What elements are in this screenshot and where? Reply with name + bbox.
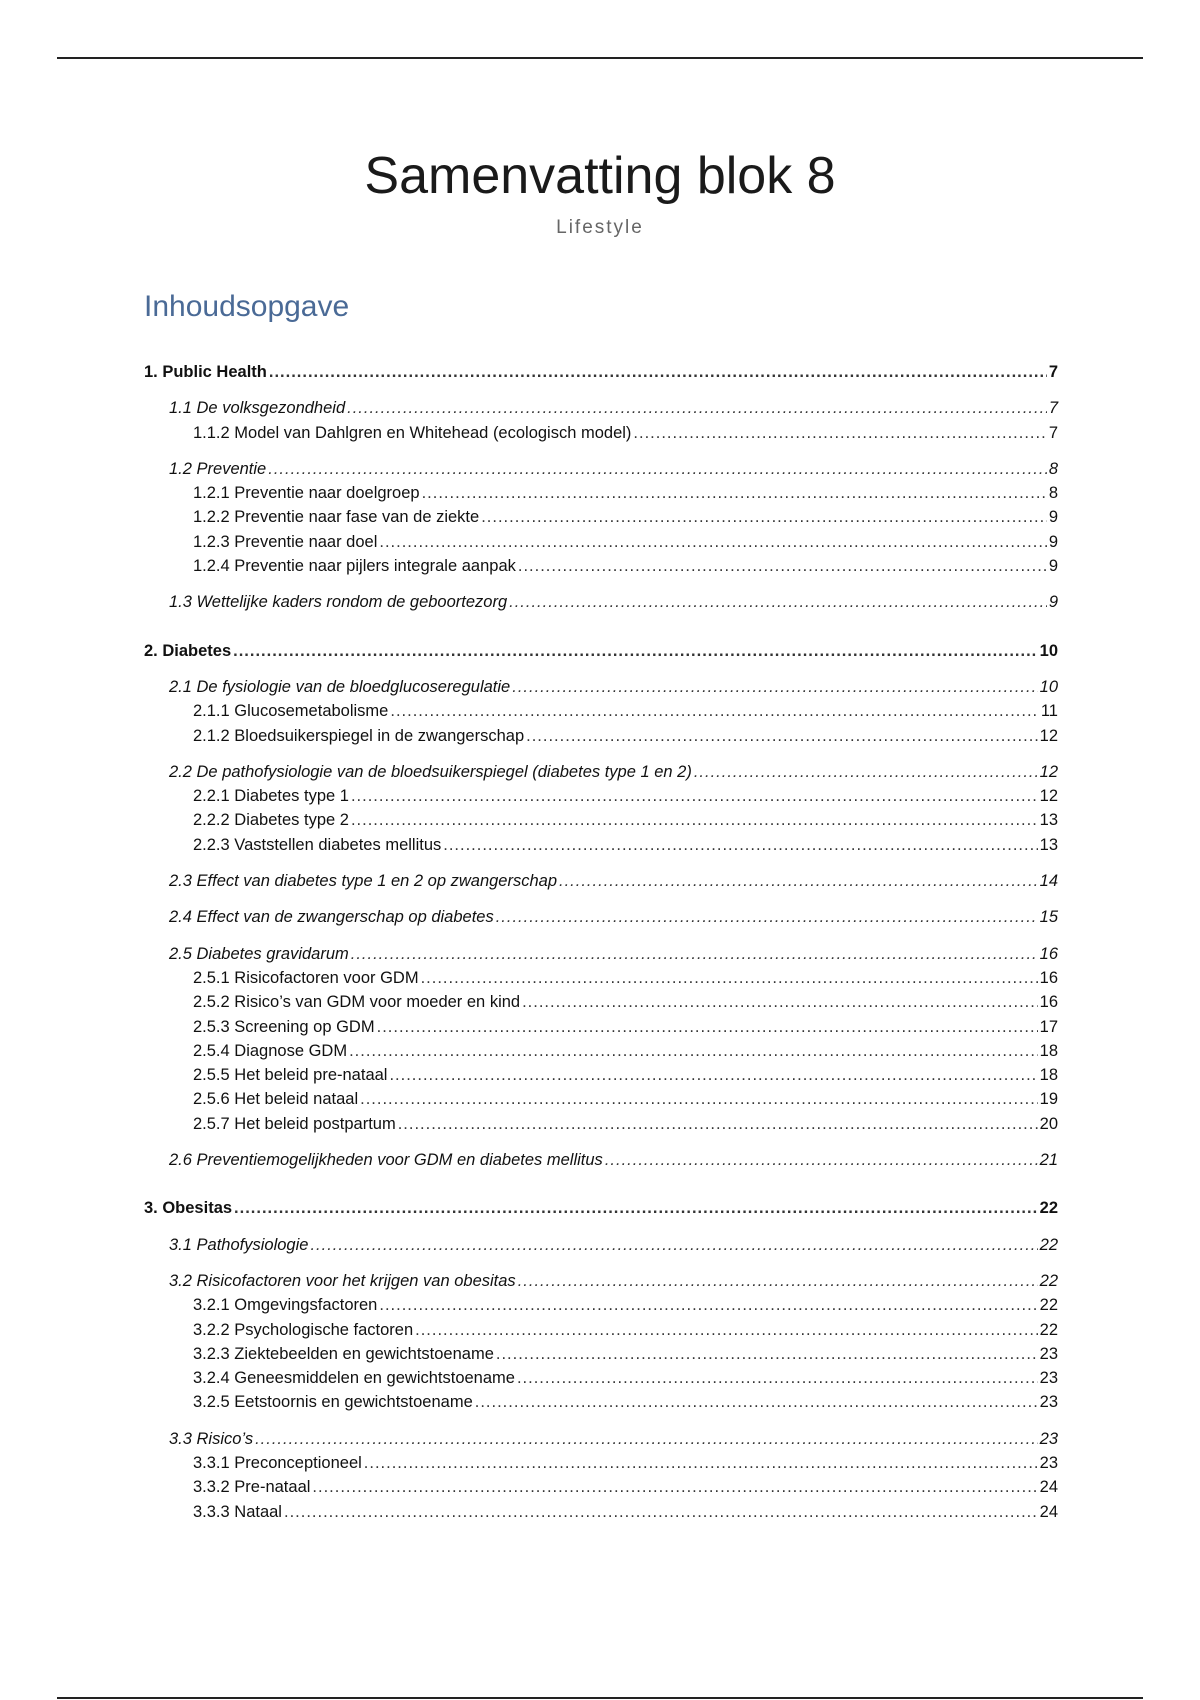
toc-entry-level-3[interactable] (144, 1015, 1058, 1039)
toc-entry-page-number: 7 (1048, 363, 1058, 381)
dot-leader (443, 833, 1037, 857)
toc-entry-label: 3.1 Pathofysiologie (169, 1235, 309, 1254)
dot-leader (518, 1269, 1038, 1293)
toc-entry-level-3[interactable] (144, 1342, 1058, 1366)
toc-entry-level-3[interactable] (144, 1500, 1058, 1524)
toc-entry-page-number: 10 (1039, 641, 1058, 660)
toc-entry-page-number: 12 (1039, 787, 1058, 806)
toc-entry-label: 1. Public Health (144, 363, 267, 381)
toc-entry-level-2[interactable] (144, 942, 1058, 966)
toc-entry-level-3[interactable] (144, 1318, 1058, 1342)
toc-entry-level-1[interactable] (144, 360, 1058, 384)
toc-entry-page-number: 16 (1039, 968, 1058, 987)
dot-leader (517, 1366, 1038, 1390)
toc-entry-level-3[interactable] (144, 699, 1058, 723)
toc-entry-page-number: 12 (1039, 726, 1058, 745)
toc-entry-label: 2.5.2 Risico’s van GDM voor moeder en kind (193, 993, 521, 1012)
toc-entry-page-number: 16 (1039, 993, 1058, 1012)
toc-entry-page-number: 21 (1039, 1151, 1058, 1170)
toc-entry-level-1[interactable] (144, 639, 1058, 663)
toc-entry-label: 1.2.2 Preventie naar fase van de ziekte (193, 508, 480, 527)
toc-entry-page-number: 22 (1039, 1320, 1058, 1339)
dot-leader (379, 1293, 1037, 1317)
dot-leader (351, 784, 1038, 808)
toc-entry-label: 3.3.1 Preconceptioneel (193, 1453, 362, 1472)
toc-entry-level-1[interactable] (144, 1196, 1058, 1220)
toc-entry-level-2[interactable] (144, 905, 1058, 929)
toc-entry-page-number: 20 (1039, 1114, 1058, 1133)
dot-leader (255, 1427, 1038, 1451)
table-of-contents (144, 360, 1058, 1524)
toc-entry-label: 2. Diabetes (144, 641, 232, 660)
bottom-rule (57, 1697, 1143, 1699)
toc-entry-label: 3.2.3 Ziektebeelden en gewichtstoename (193, 1344, 494, 1363)
dot-leader (284, 1500, 1038, 1524)
dot-leader (415, 1318, 1038, 1342)
toc-entry-page-number: 24 (1039, 1478, 1058, 1497)
toc-entry-page-number: 9 (1048, 593, 1058, 612)
toc-entry-page-number: 23 (1039, 1369, 1058, 1388)
toc-entry-level-3[interactable] (144, 1390, 1058, 1414)
toc-entry-page-number: 9 (1048, 532, 1058, 551)
toc-entry-label: 2.5.7 Het beleid postpartum (193, 1114, 396, 1133)
toc-heading: Inhoudsopgave (144, 290, 350, 323)
toc-entry-label: 2.2.2 Diabetes type 2 (193, 811, 349, 830)
toc-entry-level-2[interactable] (144, 1427, 1058, 1451)
toc-entry-label: 2.2.3 Vaststellen diabetes mellitus (193, 835, 442, 854)
toc-entry-label: 3.2.5 Eetstoornis en gewichtstoename (193, 1393, 473, 1412)
toc-entry-label: 2.1 De fysiologie van de bloedglucoseregulatie (169, 677, 511, 696)
toc-entry-level-3[interactable] (144, 530, 1058, 554)
toc-entry-label: 1.2.3 Preventie naar doel (193, 532, 378, 551)
toc-entry-page-number: 13 (1039, 811, 1058, 830)
toc-entry-label: 2.5.3 Screening op GDM (193, 1017, 375, 1036)
toc-entry-page-number: 8 (1048, 484, 1058, 503)
toc-entry-page-number: 15 (1039, 908, 1058, 927)
toc-entry-label: 2.5.4 Diagnose GDM (193, 1041, 348, 1060)
toc-entry-label: 1.1.2 Model van Dahlgren en Whitehead (ecologisch model) (193, 423, 632, 442)
toc-entry-label: 3. Obesitas (144, 1199, 233, 1218)
toc-entry-label: 2.2 De pathofysiologie van de bloedsuikerspiegel (diabetes type 1 en 2) (169, 762, 692, 781)
toc-entry-label: 2.1.2 Bloedsuikerspiegel in de zwangerschap (193, 726, 525, 745)
toc-entry-page-number: 8 (1048, 459, 1058, 478)
dot-leader (351, 942, 1038, 966)
toc-entry-level-3[interactable] (144, 990, 1058, 1014)
toc-entry-label: 3.2.4 Geneesmiddelen en gewichtstoename (193, 1369, 515, 1388)
toc-entry-level-3[interactable] (144, 1451, 1058, 1475)
dot-leader (312, 1475, 1037, 1499)
toc-entry-level-3[interactable] (144, 1293, 1058, 1317)
dot-leader (522, 990, 1038, 1014)
toc-entry-label: 3.2.2 Psychologische factoren (193, 1320, 414, 1339)
dot-leader (351, 808, 1038, 832)
dot-leader (512, 675, 1037, 699)
toc-entry-label: 3.2 Risicofactoren voor het krijgen van obesitas (169, 1271, 516, 1290)
toc-entry-page-number: 10 (1039, 677, 1058, 696)
dot-leader (234, 1196, 1038, 1220)
toc-entry-level-2[interactable] (144, 869, 1058, 893)
dot-leader (398, 1112, 1038, 1136)
toc-entry-label: 2.5 Diabetes gravidarum (169, 944, 349, 963)
toc-entry-label: 1.2.1 Preventie naar doelgroep (193, 484, 420, 503)
toc-entry-page-number: 7 (1048, 423, 1058, 442)
toc-entry-label: 1.2.4 Preventie naar pijlers integrale aanpak (193, 557, 516, 576)
toc-entry-page-number: 22 (1039, 1235, 1058, 1254)
toc-entry-page-number: 23 (1039, 1393, 1058, 1412)
dot-leader (389, 1063, 1037, 1087)
toc-entry-page-number: 22 (1039, 1296, 1058, 1315)
dot-leader (233, 639, 1038, 663)
toc-entry-page-number: 19 (1039, 1090, 1058, 1109)
toc-entry-level-3[interactable] (144, 481, 1058, 505)
toc-entry-label: 2.5.6 Het beleid nataal (193, 1090, 359, 1109)
dot-leader (390, 699, 1039, 723)
dot-leader (269, 360, 1047, 384)
toc-entry-level-2[interactable] (144, 457, 1058, 481)
toc-entry-level-3[interactable] (144, 421, 1058, 445)
toc-entry-level-2[interactable] (144, 675, 1058, 699)
dot-leader (605, 1148, 1038, 1172)
dot-leader (364, 1451, 1038, 1475)
dot-leader (518, 554, 1047, 578)
toc-entry-label: 2.4 Effect van de zwangerschap op diabetes (169, 908, 494, 927)
toc-entry-level-3[interactable] (144, 1039, 1058, 1063)
toc-entry-label: 2.5.5 Het beleid pre-nataal (193, 1066, 388, 1085)
toc-entry-level-3[interactable] (144, 1087, 1058, 1111)
toc-entry-level-2[interactable] (144, 1148, 1058, 1172)
toc-entry-level-3[interactable] (144, 1475, 1058, 1499)
toc-entry-page-number: 9 (1048, 557, 1058, 576)
dot-leader (496, 1342, 1038, 1366)
top-rule (57, 57, 1143, 59)
toc-entry-level-3[interactable] (144, 1112, 1058, 1136)
toc-entry-label: 3.3.2 Pre-nataal (193, 1478, 311, 1497)
dot-leader (633, 421, 1046, 445)
toc-entry-page-number: 7 (1048, 399, 1058, 418)
dot-leader (349, 1039, 1038, 1063)
toc-entry-level-3[interactable] (144, 724, 1058, 748)
toc-entry-page-number: 14 (1039, 872, 1058, 891)
toc-entry-level-3[interactable] (144, 808, 1058, 832)
toc-entry-level-3[interactable] (144, 1063, 1058, 1087)
dot-leader (347, 396, 1047, 420)
toc-entry-label: 2.3 Effect van diabetes type 1 en 2 op zwangerschap (169, 872, 558, 891)
dot-leader (559, 869, 1038, 893)
toc-entry-label: 3.2.1 Omgevingsfactoren (193, 1296, 378, 1315)
dot-leader (422, 481, 1047, 505)
toc-entry-level-3[interactable] (144, 966, 1058, 990)
toc-entry-level-2[interactable] (144, 1233, 1058, 1257)
document-title: Samenvatting blok 8 (364, 147, 836, 205)
toc-entry-level-2[interactable] (144, 396, 1058, 420)
toc-entry-label: 2.6 Preventiemogelijkheden voor GDM en diabetes mellitus (169, 1151, 603, 1170)
toc-entry-label: 1.2 Preventie (169, 459, 267, 478)
toc-entry-level-2[interactable] (144, 590, 1058, 614)
toc-entry-label: 1.3 Wettelijke kaders rondom de geboortezorg (169, 593, 508, 612)
dot-leader (694, 760, 1038, 784)
toc-entry-page-number: 24 (1039, 1502, 1058, 1521)
toc-entry-label: 1.1 De volksgezondheid (169, 399, 346, 418)
dot-leader (379, 530, 1046, 554)
toc-entry-page-number: 18 (1039, 1041, 1058, 1060)
toc-entry-level-3[interactable] (144, 505, 1058, 529)
dot-leader (475, 1390, 1038, 1414)
toc-entry-page-number: 16 (1039, 944, 1058, 963)
dot-leader (496, 905, 1038, 929)
toc-entry-page-number: 23 (1039, 1344, 1058, 1363)
dot-leader (526, 724, 1038, 748)
dot-leader (481, 505, 1047, 529)
toc-entry-page-number: 11 (1040, 702, 1058, 721)
document-subtitle: Lifestyle (556, 217, 644, 238)
toc-entry-page-number: 22 (1039, 1199, 1058, 1218)
toc-entry-page-number: 22 (1039, 1271, 1058, 1290)
toc-entry-label: 2.5.1 Risicofactoren voor GDM (193, 968, 419, 987)
toc-entry-label: 2.1.1 Glucosemetabolisme (193, 702, 389, 721)
toc-entry-level-3[interactable] (144, 833, 1058, 857)
dot-leader (421, 966, 1038, 990)
toc-entry-label: 3.3 Risico’s (169, 1429, 254, 1448)
toc-entry-page-number: 17 (1039, 1017, 1058, 1036)
toc-entry-level-3[interactable] (144, 554, 1058, 578)
toc-entry-level-3[interactable] (144, 1366, 1058, 1390)
toc-entry-level-2[interactable] (144, 1269, 1058, 1293)
dot-leader (509, 590, 1047, 614)
toc-entry-page-number: 12 (1039, 762, 1058, 781)
dot-leader (310, 1233, 1037, 1257)
toc-entry-label: 2.2.1 Diabetes type 1 (193, 787, 349, 806)
dot-leader (268, 457, 1047, 481)
dot-leader (360, 1087, 1038, 1111)
toc-entry-page-number: 23 (1039, 1453, 1058, 1472)
toc-entry-level-3[interactable] (144, 784, 1058, 808)
dot-leader (377, 1015, 1038, 1039)
toc-entry-page-number: 23 (1039, 1429, 1058, 1448)
toc-entry-label: 3.3.3 Nataal (193, 1502, 282, 1521)
toc-entry-page-number: 9 (1048, 508, 1058, 527)
toc-entry-level-2[interactable] (144, 760, 1058, 784)
toc-entry-page-number: 13 (1039, 835, 1058, 854)
toc-entry-page-number: 18 (1039, 1066, 1058, 1085)
